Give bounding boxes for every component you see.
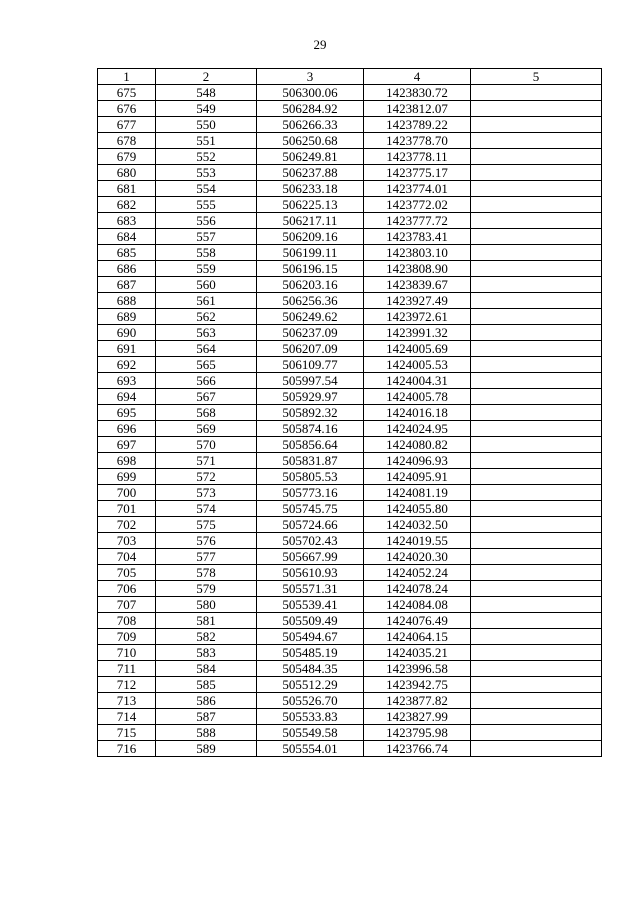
- table-cell-col-5: [471, 421, 602, 437]
- table-row: [98, 533, 602, 549]
- table-cell-col-5: [471, 581, 602, 597]
- table-cell-col-2: 589: [156, 741, 257, 757]
- table-cell-col-5: [471, 549, 602, 565]
- table-cell-col-5: [471, 453, 602, 469]
- column-header-4: 4: [364, 69, 471, 85]
- table-row: [98, 357, 602, 373]
- table-cell-col-3: 506225.13: [257, 197, 364, 213]
- table-cell-col-3: 505667.99: [257, 549, 364, 565]
- table-cell-col-1: 698: [98, 453, 156, 469]
- table-cell-col-4: 1424081.19: [364, 485, 471, 501]
- table-cell-col-3: 505509.49: [257, 613, 364, 629]
- table-cell-col-5: [471, 597, 602, 613]
- table-cell-col-2: 588: [156, 725, 257, 741]
- table-cell-col-4: 1423827.99: [364, 709, 471, 725]
- table-row: [98, 341, 602, 357]
- table-cell-col-2: 550: [156, 117, 257, 133]
- table-cell-col-3: 505831.87: [257, 453, 364, 469]
- table-cell-col-1: 716: [98, 741, 156, 757]
- table-row: [98, 197, 602, 213]
- table-cell-col-3: 505485.19: [257, 645, 364, 661]
- table-cell-col-1: 715: [98, 725, 156, 741]
- table-cell-col-3: 505929.97: [257, 389, 364, 405]
- table-cell-col-2: 581: [156, 613, 257, 629]
- table-cell-col-4: 1423789.22: [364, 117, 471, 133]
- table-row: [98, 245, 602, 261]
- table-row: [98, 277, 602, 293]
- table-cell-col-1: 689: [98, 309, 156, 325]
- table-cell-col-2: 565: [156, 357, 257, 373]
- table-cell-col-3: 505745.75: [257, 501, 364, 517]
- table-cell-col-5: [471, 517, 602, 533]
- table-row: [98, 645, 602, 661]
- table-cell-col-4: 1424005.69: [364, 341, 471, 357]
- table-row: [98, 405, 602, 421]
- table-cell-col-2: 566: [156, 373, 257, 389]
- table-cell-col-4: 1423996.58: [364, 661, 471, 677]
- table-cell-col-3: 505874.16: [257, 421, 364, 437]
- table-cell-col-5: [471, 613, 602, 629]
- table-cell-col-2: 568: [156, 405, 257, 421]
- table-row: [98, 501, 602, 517]
- table-cell-col-3: 506233.18: [257, 181, 364, 197]
- table-cell-col-3: 505805.53: [257, 469, 364, 485]
- table-row: [98, 229, 602, 245]
- table-cell-col-1: 709: [98, 629, 156, 645]
- table-cell-col-1: 696: [98, 421, 156, 437]
- table-cell-col-2: 571: [156, 453, 257, 469]
- table-cell-col-3: 505702.43: [257, 533, 364, 549]
- table-cell-col-1: 695: [98, 405, 156, 421]
- table-cell-col-5: [471, 309, 602, 325]
- table-cell-col-2: 563: [156, 325, 257, 341]
- table-cell-col-5: [471, 469, 602, 485]
- table-cell-col-2: 574: [156, 501, 257, 517]
- table-cell-col-1: 681: [98, 181, 156, 197]
- table-cell-col-5: [471, 341, 602, 357]
- table-cell-col-1: 688: [98, 293, 156, 309]
- table-cell-col-2: 567: [156, 389, 257, 405]
- table-cell-col-2: 548: [156, 85, 257, 101]
- table-cell-col-5: [471, 501, 602, 517]
- table-cell-col-4: 1424019.55: [364, 533, 471, 549]
- table-cell-col-5: [471, 437, 602, 453]
- table-row: [98, 149, 602, 165]
- table-cell-col-1: 691: [98, 341, 156, 357]
- table-cell-col-4: 1423803.10: [364, 245, 471, 261]
- table-cell-col-3: 506207.09: [257, 341, 364, 357]
- table-cell-col-4: 1423839.67: [364, 277, 471, 293]
- table-cell-col-1: 714: [98, 709, 156, 725]
- table-cell-col-5: [471, 165, 602, 181]
- table-cell-col-3: 506256.36: [257, 293, 364, 309]
- table-cell-col-3: 505571.31: [257, 581, 364, 597]
- table-cell-col-5: [471, 357, 602, 373]
- table-cell-col-2: 578: [156, 565, 257, 581]
- table-cell-col-1: 699: [98, 469, 156, 485]
- table-cell-col-4: 1423778.70: [364, 133, 471, 149]
- table-cell-col-3: 506284.92: [257, 101, 364, 117]
- table-row: [98, 469, 602, 485]
- table-cell-col-5: [471, 133, 602, 149]
- table-cell-col-2: 549: [156, 101, 257, 117]
- table-row: [98, 597, 602, 613]
- table-cell-col-2: 561: [156, 293, 257, 309]
- table-cell-col-4: 1423777.72: [364, 213, 471, 229]
- table-cell-col-5: [471, 325, 602, 341]
- table-row: [98, 325, 602, 341]
- table-cell-col-2: 583: [156, 645, 257, 661]
- table-cell-col-5: [471, 741, 602, 757]
- table-cell-col-4: 1424055.80: [364, 501, 471, 517]
- table-cell-col-3: 505554.01: [257, 741, 364, 757]
- table-cell-col-1: 690: [98, 325, 156, 341]
- table-cell-col-5: [471, 181, 602, 197]
- table-cell-col-3: 505549.58: [257, 725, 364, 741]
- table-body: [98, 85, 602, 757]
- table-cell-col-4: 1423942.75: [364, 677, 471, 693]
- table-cell-col-3: 505610.93: [257, 565, 364, 581]
- table-cell-col-5: [471, 645, 602, 661]
- table-cell-col-5: [471, 661, 602, 677]
- table-cell-col-4: 1423972.61: [364, 309, 471, 325]
- table-cell-col-3: 506300.06: [257, 85, 364, 101]
- table-row: [98, 309, 602, 325]
- table-cell-col-1: 692: [98, 357, 156, 373]
- table-row: [98, 549, 602, 565]
- table-cell-col-3: 506199.11: [257, 245, 364, 261]
- table-cell-col-5: [471, 373, 602, 389]
- table-cell-col-1: 680: [98, 165, 156, 181]
- table-cell-col-3: 505856.64: [257, 437, 364, 453]
- table-cell-col-4: 1423775.17: [364, 165, 471, 181]
- table-row: [98, 629, 602, 645]
- table-cell-col-5: [471, 485, 602, 501]
- table-cell-col-2: 557: [156, 229, 257, 245]
- table-cell-col-2: 558: [156, 245, 257, 261]
- table-cell-col-3: 506203.16: [257, 277, 364, 293]
- table-cell-col-5: [471, 725, 602, 741]
- table-cell-col-4: 1424080.82: [364, 437, 471, 453]
- table-row: [98, 565, 602, 581]
- table-cell-col-3: 505997.54: [257, 373, 364, 389]
- table-cell-col-4: 1424064.15: [364, 629, 471, 645]
- table-cell-col-4: 1424020.30: [364, 549, 471, 565]
- table-cell-col-1: 701: [98, 501, 156, 517]
- table-cell-col-5: [471, 245, 602, 261]
- table-row: [98, 437, 602, 453]
- table-cell-col-4: 1424032.50: [364, 517, 471, 533]
- table-cell-col-4: 1424095.91: [364, 469, 471, 485]
- table-cell-col-1: 711: [98, 661, 156, 677]
- table-cell-col-3: 506237.88: [257, 165, 364, 181]
- table-cell-col-1: 684: [98, 229, 156, 245]
- table-cell-col-4: 1423783.41: [364, 229, 471, 245]
- table-cell-col-4: 1424084.08: [364, 597, 471, 613]
- table-cell-col-3: 506249.62: [257, 309, 364, 325]
- table-row: [98, 165, 602, 181]
- table-cell-col-1: 712: [98, 677, 156, 693]
- table-cell-col-1: 678: [98, 133, 156, 149]
- table-cell-col-3: 505724.66: [257, 517, 364, 533]
- table-cell-col-2: 569: [156, 421, 257, 437]
- table-cell-col-1: 685: [98, 245, 156, 261]
- column-header-1: 1: [98, 69, 156, 85]
- table-cell-col-2: 553: [156, 165, 257, 181]
- table-cell-col-3: 506249.81: [257, 149, 364, 165]
- table-row: [98, 581, 602, 597]
- table-cell-col-4: 1424004.31: [364, 373, 471, 389]
- table-cell-col-1: 703: [98, 533, 156, 549]
- table-cell-col-4: 1423772.02: [364, 197, 471, 213]
- table-header: [98, 69, 602, 85]
- table-cell-col-2: 582: [156, 629, 257, 645]
- table-cell-col-1: 683: [98, 213, 156, 229]
- table-cell-col-2: 587: [156, 709, 257, 725]
- table-cell-col-1: 694: [98, 389, 156, 405]
- table-cell-col-5: [471, 405, 602, 421]
- table-cell-col-3: 505512.29: [257, 677, 364, 693]
- column-header-2: 2: [156, 69, 257, 85]
- table-cell-col-1: 693: [98, 373, 156, 389]
- table-row: [98, 181, 602, 197]
- table-cell-col-4: 1424005.53: [364, 357, 471, 373]
- table-cell-col-3: 505484.35: [257, 661, 364, 677]
- table-cell-col-1: 702: [98, 517, 156, 533]
- table-cell-col-5: [471, 565, 602, 581]
- table-cell-col-1: 705: [98, 565, 156, 581]
- table-cell-col-2: 572: [156, 469, 257, 485]
- table-row: [98, 213, 602, 229]
- table-cell-col-5: [471, 629, 602, 645]
- table-cell-col-4: 1423778.11: [364, 149, 471, 165]
- table-cell-col-4: 1424078.24: [364, 581, 471, 597]
- table-cell-col-1: 708: [98, 613, 156, 629]
- table-row: [98, 261, 602, 277]
- column-header-5: 5: [471, 69, 602, 85]
- table-row: [98, 693, 602, 709]
- table-cell-col-4: 1424076.49: [364, 613, 471, 629]
- table-cell-col-2: 585: [156, 677, 257, 693]
- table-cell-col-1: 682: [98, 197, 156, 213]
- table-cell-col-5: [471, 389, 602, 405]
- table-cell-col-1: 706: [98, 581, 156, 597]
- table-cell-col-1: 676: [98, 101, 156, 117]
- table-cell-col-5: [471, 85, 602, 101]
- column-header-3: 3: [257, 69, 364, 85]
- table-row: [98, 741, 602, 757]
- table-cell-col-4: 1423795.98: [364, 725, 471, 741]
- table-row: [98, 725, 602, 741]
- table-cell-col-5: [471, 277, 602, 293]
- table-cell-col-2: 554: [156, 181, 257, 197]
- table-cell-col-4: 1424035.21: [364, 645, 471, 661]
- table-cell-col-3: 506250.68: [257, 133, 364, 149]
- table-cell-col-3: 505539.41: [257, 597, 364, 613]
- table-row: [98, 421, 602, 437]
- table-cell-col-5: [471, 677, 602, 693]
- table-row: [98, 517, 602, 533]
- table-row: [98, 661, 602, 677]
- table-row: [98, 373, 602, 389]
- table-cell-col-4: 1423766.74: [364, 741, 471, 757]
- table-row: [98, 117, 602, 133]
- table-cell-col-3: 505526.70: [257, 693, 364, 709]
- table-cell-col-4: 1423927.49: [364, 293, 471, 309]
- table-cell-col-3: 505533.83: [257, 709, 364, 725]
- table-cell-col-2: 552: [156, 149, 257, 165]
- table-cell-col-2: 562: [156, 309, 257, 325]
- page-number: 29: [313, 37, 327, 52]
- table-cell-col-2: 576: [156, 533, 257, 549]
- table-cell-col-1: 679: [98, 149, 156, 165]
- table-cell-col-2: 570: [156, 437, 257, 453]
- table-cell-col-5: [471, 197, 602, 213]
- table-cell-col-2: 551: [156, 133, 257, 149]
- table-row: [98, 613, 602, 629]
- table-cell-col-1: 704: [98, 549, 156, 565]
- table-cell-col-1: 713: [98, 693, 156, 709]
- table-row: [98, 293, 602, 309]
- header-row: [98, 69, 602, 85]
- table-cell-col-5: [471, 117, 602, 133]
- table-cell-col-2: 579: [156, 581, 257, 597]
- table-row: [98, 453, 602, 469]
- table-cell-col-4: 1424005.78: [364, 389, 471, 405]
- table-cell-col-1: 697: [98, 437, 156, 453]
- table-cell-col-2: 555: [156, 197, 257, 213]
- table-cell-col-5: [471, 213, 602, 229]
- table-cell-col-5: [471, 693, 602, 709]
- table-row: [98, 85, 602, 101]
- table-cell-col-5: [471, 709, 602, 725]
- table-cell-col-2: 586: [156, 693, 257, 709]
- table-cell-col-1: 707: [98, 597, 156, 613]
- table-cell-col-1: 677: [98, 117, 156, 133]
- table-cell-col-2: 584: [156, 661, 257, 677]
- table-cell-col-2: 560: [156, 277, 257, 293]
- table-cell-col-2: 573: [156, 485, 257, 501]
- table-row: [98, 133, 602, 149]
- table-row: [98, 677, 602, 693]
- table-cell-col-1: 675: [98, 85, 156, 101]
- table-cell-col-2: 564: [156, 341, 257, 357]
- table-cell-col-2: 556: [156, 213, 257, 229]
- table-row: [98, 709, 602, 725]
- table-row: [98, 389, 602, 405]
- table-row: [98, 485, 602, 501]
- table-cell-col-4: 1424016.18: [364, 405, 471, 421]
- table-cell-col-3: 506209.16: [257, 229, 364, 245]
- table-cell-col-2: 575: [156, 517, 257, 533]
- table-cell-col-1: 686: [98, 261, 156, 277]
- table-cell-col-1: 687: [98, 277, 156, 293]
- table-cell-col-4: 1423830.72: [364, 85, 471, 101]
- table-cell-col-2: 577: [156, 549, 257, 565]
- table-cell-col-1: 710: [98, 645, 156, 661]
- table-cell-col-4: 1423991.32: [364, 325, 471, 341]
- coordinates-table: [97, 68, 602, 757]
- table-cell-col-4: 1423877.82: [364, 693, 471, 709]
- table-cell-col-4: 1424096.93: [364, 453, 471, 469]
- table-cell-col-3: 505892.32: [257, 405, 364, 421]
- table-cell-col-1: 700: [98, 485, 156, 501]
- table-cell-col-5: [471, 293, 602, 309]
- table-cell-col-3: 506196.15: [257, 261, 364, 277]
- table-cell-col-4: 1424024.95: [364, 421, 471, 437]
- table-row: [98, 101, 602, 117]
- table-cell-col-3: 506217.11: [257, 213, 364, 229]
- table-cell-col-4: 1423812.07: [364, 101, 471, 117]
- table-cell-col-2: 559: [156, 261, 257, 277]
- table-cell-col-3: 506237.09: [257, 325, 364, 341]
- table-cell-col-3: 505773.16: [257, 485, 364, 501]
- table-cell-col-5: [471, 261, 602, 277]
- table-cell-col-4: 1423774.01: [364, 181, 471, 197]
- table-cell-col-4: 1424052.24: [364, 565, 471, 581]
- table-cell-col-5: [471, 101, 602, 117]
- table-cell-col-3: 505494.67: [257, 629, 364, 645]
- table-cell-col-2: 580: [156, 597, 257, 613]
- table-cell-col-5: [471, 533, 602, 549]
- table-cell-col-3: 506109.77: [257, 357, 364, 373]
- table-cell-col-5: [471, 149, 602, 165]
- table-cell-col-5: [471, 229, 602, 245]
- table-cell-col-4: 1423808.90: [364, 261, 471, 277]
- table-cell-col-3: 506266.33: [257, 117, 364, 133]
